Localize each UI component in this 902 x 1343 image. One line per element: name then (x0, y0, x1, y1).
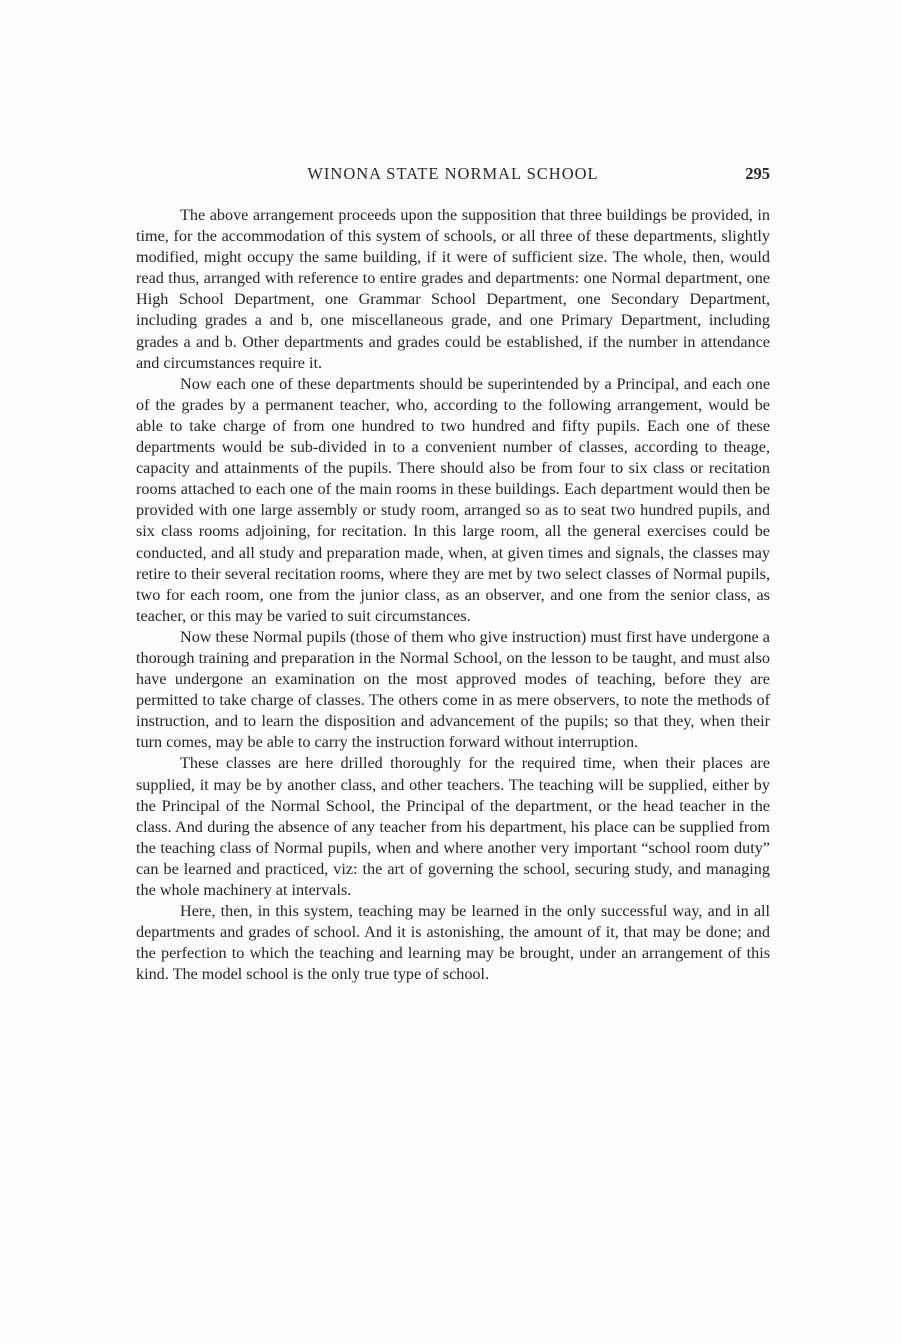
paragraph: The above arrangement proceeds upon the supposition that three buildings be provided, in time, for the accommodation of this system of schools, or all three of these departments, slightly modified, might occupy the same building, if it were of sufficient size. The whole, then, would read thus, arranged with reference to entire grades and departments: one Normal department, one High School Department, one Grammar School Department, one Secondary Department, including grades a and b, one miscellaneous grade, and one Primary Department, including grades a and b. Other departments and grades could be established, if the number in attendance and circumstances require it. (136, 206, 770, 372)
paragraph: Now these Normal pupils (those of them who give instruction) must first have undergone a thorough training and preparation in the Normal School, on the lesson to be taught, and must also have undergone an examination on the most approved modes of teaching, before they are permitted to take charge of classes. The others come in as mere observers, to note the methods of instruction, and to learn the disposition and advancement of the pupils; so that they, when their turn comes, may be able to carry the instruction forward without interruption. (136, 627, 770, 752)
body-text (136, 205, 770, 985)
paragraph: Now each one of these departments should be superintended by a Principal, and each one of the grades by a permanent teacher, who, according to the following arrangement, would be able to take charge of from one hundred to two hundred and fifty pupils. Each one of these departments would be sub-divided in to a convenient number of classes, according to theage, capacity and attainments of the pupils. There should also be from four to six class or recitation rooms attached to each one of the main rooms in these buildings. Each department would then be provided with one large assembly or study room, arranged so as to seat two hundred pupils, and six class rooms adjoining, for recitation. In this large room, all the general exercises could be conducted, and all study and preparation made, when, at given times and signals, the classes may retire to their several recitation rooms, where they are met by two select classes of Normal pupils, two for each room, one from the junior class, as an observer, and one from the senior class, as teacher, or this may be varied to suit circumstances. (136, 374, 770, 625)
page-number: 295 (745, 164, 770, 183)
running-head: WINONA STATE NORMAL SCHOOL (307, 164, 599, 183)
paragraph: These classes are here drilled thoroughly for the required time, when their places are supplied, it may be by another class, and other teachers. The teaching will be supplied, either by the Principal of the Normal School, the Principal of the department, or the head teacher in the class. And during the absence of any teacher from his department, his place can be supplied from the teaching class of Normal pupils, when and where another very important “school room duty” can be learned and practiced, viz: the art of governing the school, securing study, and managing the whole machinery at intervals. (136, 754, 770, 899)
paragraph: Here, then, in this system, teaching may be learned in the only successful way, and in all departments and grades of school. And it is astonishing, the amount of it, that may be done; and the perfection to which the teaching and learning may be brought, under an arrangement of this kind. The model school is the only true type of school. (136, 902, 770, 984)
page-header (136, 164, 770, 188)
